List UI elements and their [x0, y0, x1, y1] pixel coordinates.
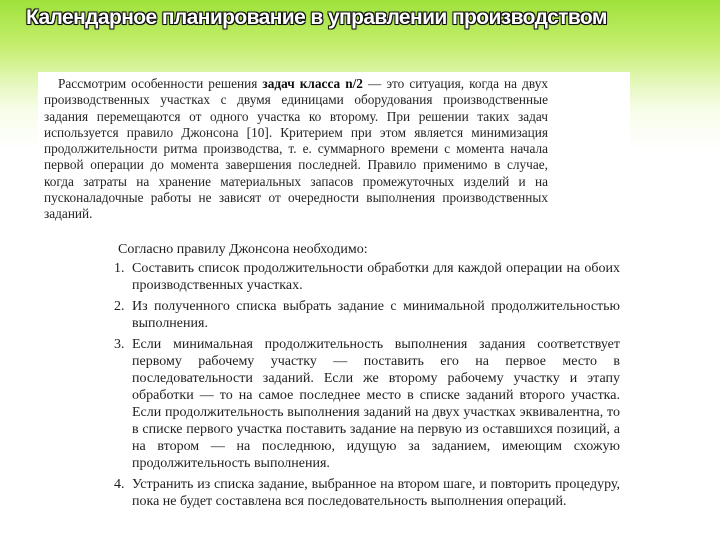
step-text: Устранить из списка задание, выбранное на втором шаге, и повторить процедуру, пока не будет составлена вся последовательность выполнения операций. — [132, 477, 620, 509]
list-item — [114, 260, 620, 294]
intro-lead: Рассмотрим особенности решения — [58, 76, 263, 91]
slide-title: Календарное планирование в управлении производством — [26, 6, 607, 29]
list-item — [114, 476, 620, 510]
intro-emphasis: задач класса n/2 — [262, 76, 363, 91]
step-text: Если минимальная продолжительность выполнения задания соответствует первому рабочему участку — поставить его на первое место в последовательности заданий. Если же второму рабочему участку и этапу обработки — то на самое последнее место в списке заданий второго участка. Если продолжительность выполнения заданий на двух участках эквивалентна, то в списке первого участка поставить задание на первую из оставшихся позиций, а на втором — на последнюю, идущую за заданием, имеющим схожую продолжительность выполнения. — [132, 337, 620, 471]
list-item — [114, 298, 620, 332]
intro-rest: — это ситуация, когда на двух производственных участках с двумя единицами оборудования производственные задания перемещаются от одного участка ко второму. При решении таких задач используется правило Джонсона [10]. Критерием при этом является минимизация продолжительности ритма производства, т. е. суммарного времени с момента начала первой операции до момента завершения последней. Правило применимо в случае, когда затраты на хранение материальных запасов промежуточных изделий и на пусконаладочные работы не зависят от очередности выполнения производственных заданий. — [44, 76, 548, 222]
intro-paragraph — [44, 76, 548, 223]
steps-list — [114, 260, 620, 514]
step-text: Из полученного списка выбрать задание с минимальной продолжительностью выполнения. — [132, 299, 620, 331]
step-number: 2. — [114, 299, 125, 314]
list-item — [114, 336, 620, 472]
step-number: 3. — [114, 337, 125, 352]
rule-lead: Согласно правилу Джонсона необходимо: — [118, 242, 368, 257]
scanned-page — [38, 72, 630, 536]
step-number: 4. — [114, 477, 125, 492]
step-text: Составить список продолжительности обработки для каждой операции на обоих производственных участках. — [132, 261, 620, 293]
step-number: 1. — [114, 261, 125, 276]
